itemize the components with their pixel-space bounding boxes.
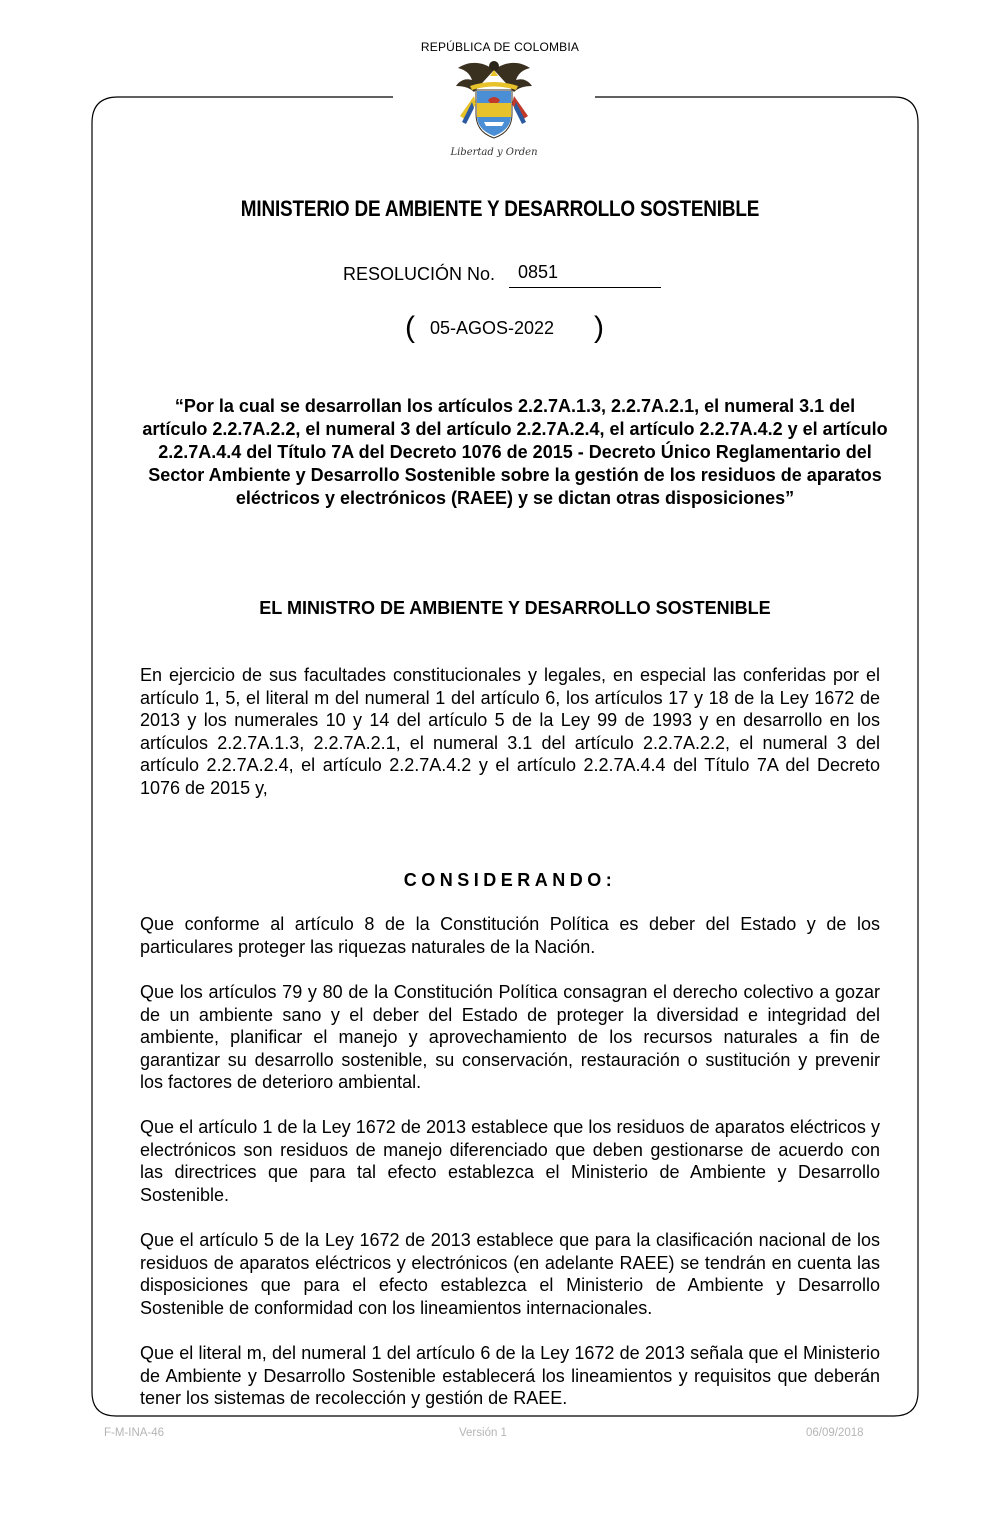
date-paren-open: ( (405, 311, 415, 344)
considerando-paragraph: Que el literal m, del numeral 1 del artículo 6 de la Ley 1672 de 2013 señala que el Ministerio de Ambiente y Desarrollo Sostenible establecerá los lineamientos y requisitos que deberán tener los sistemas de recolección y gestión de RAEE. (140, 1343, 880, 1409)
resolution-title: “Por la cual se desarrollan los artículos 2.2.7A.1.3, 2.2.7A.2.1, el numeral 3.1 del artículo 2.2.7A.2.2, el numeral 3 del artículo 2.2.7A.2.4, el artículo 2.2.7A.4.2 y el artículo 2.2.7A.4.4 del Título 7A del Decreto 1076 de 2015 - Decreto Único Reglamentario del Sector Ambiente y Desarrollo Sostenible sobre la gestión de los residuos de aparatos eléctricos y electrónicos (RAEE) y se dictan otras disposiciones” (142, 396, 888, 508)
coat-of-arms-icon (448, 56, 540, 162)
resolution-number-underline (509, 287, 661, 288)
considerando-paragraph: Que los artículos 79 y 80 de la Constitución Política consagran el derecho colectivo a gozar de un ambiente sano y el deber del Estado de proteger la diversidad e integridad del ambiente, planificar el manejo y aprovechamiento de los recursos naturales a fin de garantizar su desarrollo sostenible, su conservación, restauración o sustitución y prevenir los factores de deterioro ambiental. (140, 982, 880, 1093)
considerando-paragraph: Que el artículo 5 de la Ley 1672 de 2013 establece que para la clasificación nacional de los residuos de aparatos eléctricos y electrónicos (en adelante RAEE) se tendrán en cuenta las disposiciones que para el efecto establezca el Ministerio de Ambiente y Desarrollo Sostenible de conformidad con los lineamientos internacionales. (140, 1230, 880, 1318)
preamble-paragraph: En ejercicio de sus facultades constitucionales y legales, en especial las conferidas por el artículo 1, 5, el literal m del numeral 1 del artículo 6, los artículos 17 y 18 de la Ley 1672 de 2013 y los numerales 10 y 14 del artículo 5 de la Ley 99 de 1993 y en desarrollo en los artículos 2.2.7A.1.3, 2.2.7A.2.1, el numeral 3.1 del artículo 2.2.7A.2.2, el numeral 3 del artículo 2.2.7A.2.4, el artículo 2.2.7A.4.2 y el artículo 2.2.7A.4.4 del Título 7A del Decreto 1076 de 2015 y, (140, 665, 880, 798)
ministry-title: MINISTERIO DE AMBIENTE Y DESARROLLO SOSTENIBLE (240, 196, 760, 221)
footer-date: 06/09/2018 (806, 1427, 864, 1439)
footer-version: Versión 1 (459, 1427, 507, 1439)
crest-motto: Libertad y Orden (450, 147, 538, 158)
country-header: REPÚBLICA DE COLOMBIA (420, 40, 580, 54)
considerando-paragraph: Que el artículo 1 de la Ley 1672 de 2013 establece que los residuos de aparatos eléctricos y electrónicos son residuos de manejo diferenciado que deben gestionarse de acuerdo con las directrices que para tal efecto establezca el Ministerio de Ambiente y Desarrollo Sostenible. (140, 1117, 880, 1205)
date-paren-close: ) (594, 311, 604, 344)
footer-form-code: F-M-INA-46 (104, 1427, 165, 1439)
minister-heading: EL MINISTRO DE AMBIENTE Y DESARROLLO SOSTENIBLE (259, 598, 771, 618)
resolution-label: RESOLUCIÓN No. (343, 264, 496, 284)
resolution-number: 0851 (518, 262, 559, 282)
considerando-paragraph: Que conforme al artículo 8 de la Constitución Política es deber del Estado y de los particulares proteger las riquezas naturales de la Nación. (140, 914, 880, 957)
resolution-date: 05-AGOS-2022 (430, 318, 555, 338)
considerando-heading: CONSIDERANDO: (403, 870, 617, 890)
